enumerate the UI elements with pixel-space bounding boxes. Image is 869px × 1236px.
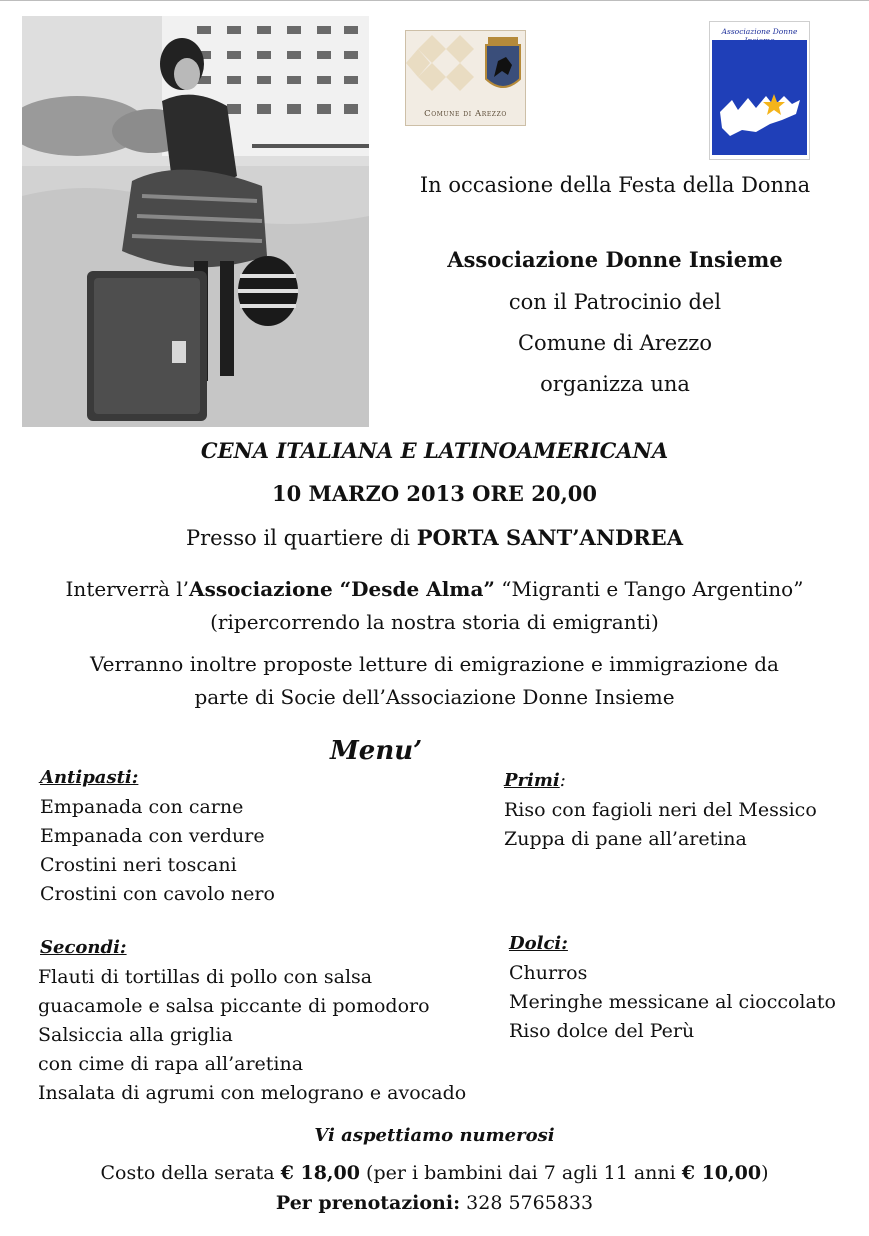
antipasti-list (40, 793, 275, 909)
dolci-heading: Dolci: (509, 933, 568, 954)
list-item: con cime di rapa all’aretina (38, 1053, 304, 1075)
list-item: Zuppa di pane all’aretina (504, 828, 747, 850)
booking-label: Per prenotazioni: (275, 1192, 461, 1214)
event-title: CENA ITALIANA E LATINOAMERICANA (200, 438, 669, 463)
closing-text: Vi aspettiamo numerosi (314, 1125, 555, 1146)
occasion-text: In occasione della Festa della Donna (419, 173, 811, 197)
guest-prefix: Interverrà l’ (65, 577, 190, 601)
guest-line (0, 577, 869, 601)
venue-name: PORTA SANT’ANDREA (416, 525, 683, 550)
booking-phone: 328 5765833 (460, 1192, 594, 1214)
cost-line (0, 1162, 869, 1184)
patronage-line-2: Comune di Arezzo (517, 331, 712, 355)
list-item: Insalata di agrumi con melograno e avocado (38, 1082, 467, 1104)
list-item: Churros (509, 962, 588, 984)
list-item: guacamole e salsa piccante di pomodoro (38, 995, 430, 1017)
patronage-line-1: con il Patrocinio del (508, 290, 722, 314)
venue-prefix: Presso il quartiere di (186, 526, 417, 550)
primi-heading-colon: : (559, 770, 566, 791)
cost-children-prefix: (per i bambini dai 7 agli 11 anni (360, 1162, 682, 1184)
guest-topic: “Migranti e Tango Argentino” (494, 577, 804, 601)
guest-name: Associazione “Desde Alma” (189, 577, 495, 601)
event-date-time: 10 MARZO 2013 ORE 20,00 (271, 481, 598, 506)
list-item: Empanada con verdure (40, 825, 265, 847)
list-item: Empanada con carne (40, 796, 244, 818)
top-border-line (0, 0, 869, 1)
list-item: Crostini neri toscani (40, 854, 237, 876)
guest-note: (ripercorrendo la nostra storia di emigranti) (210, 610, 659, 634)
associazione-donne-insieme-logo (709, 21, 810, 160)
primi-heading-text: Primi (504, 770, 560, 791)
cost-suffix: ) (761, 1162, 769, 1184)
cost-adult: € 18,00 (280, 1162, 360, 1184)
secondi-heading: Secondi: (40, 937, 127, 958)
list-item: Flauti di tortillas di pollo con salsa (38, 966, 373, 988)
event-venue (0, 525, 869, 550)
cost-prefix: Costo della serata (100, 1162, 281, 1184)
primi-list (504, 796, 817, 854)
list-item: Salsiccia alla griglia (38, 1024, 233, 1046)
list-item: Riso dolce del Perù (509, 1020, 695, 1042)
list-item: Crostini con cavolo nero (40, 883, 275, 905)
list-item: Meringhe messicane al cioccolato (509, 991, 836, 1013)
organizes-text: organizza una (540, 372, 690, 396)
antipasti-heading: Antipasti: (40, 767, 139, 788)
association-logo-caption: Associazione Donne (721, 27, 798, 36)
comune-di-arezzo-logo (405, 30, 526, 126)
vintage-woman-suitcase-photo (22, 16, 369, 427)
secondi-list (38, 963, 466, 1108)
list-item: Riso con fagioli neri del Messico (504, 799, 817, 821)
menu-title: Menu’ (330, 736, 423, 766)
dolci-list (509, 959, 836, 1046)
cost-children: € 10,00 (681, 1162, 762, 1184)
organizer-name: Associazione Donne Insieme (447, 247, 783, 272)
readings-line-2: parte di Socie dell’Associazione Donne Insieme (194, 685, 675, 709)
comune-logo-caption: Comune di Arezzo (424, 109, 507, 119)
primi-heading (504, 770, 566, 791)
readings-line-1: Verranno inoltre proposte letture di emigrazione e immigrazione da (90, 652, 779, 676)
booking-line (0, 1192, 869, 1214)
